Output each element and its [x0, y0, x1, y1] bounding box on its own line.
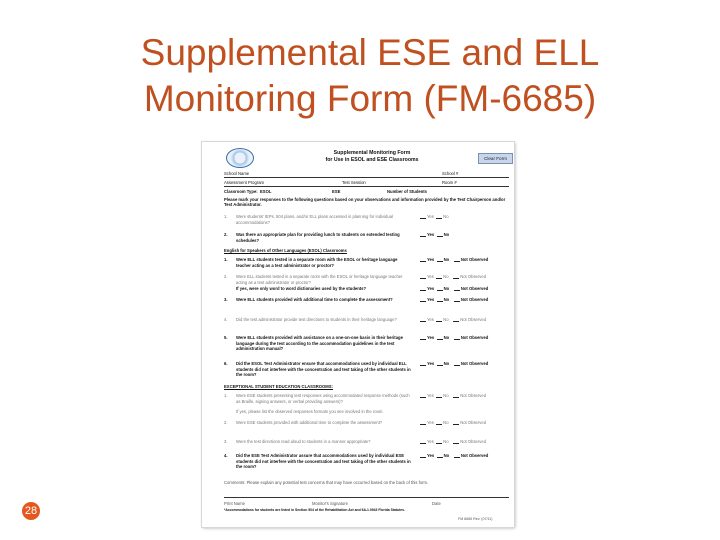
slide-title — [100, 30, 640, 122]
instructions: Please mark your responses to the following questions based on your observations and information provided by the Test Chairperson and/or Test Administrator. — [224, 197, 506, 208]
question-2: 2. Was there an appropriate plan for providing lunch to students on extended testing schedules? — [224, 232, 414, 243]
classroom-type-esol: ESOL — [260, 189, 272, 194]
form-title — [302, 150, 442, 163]
question-1-text: Were students’ IEPs, 504 plans, and/or ELL plans accessed in planning for individual accommodations? — [236, 214, 393, 225]
form-title-line-2: for Use in ESOL and ESE Classrooms — [325, 156, 419, 163]
form-title-line-1: Supplemental Monitoring Form — [333, 150, 411, 156]
state-seal-icon — [226, 148, 254, 168]
answer-options: Yes No Not Observed — [420, 274, 486, 279]
answer-options: Yes No Not Observed — [420, 257, 488, 262]
answer-options: Yes No Not Observed — [420, 420, 486, 425]
esol-question-2: 2. Were ELL students tested in a separate room with the ESOL or heritage language teacher acting as a test administrator or proctor? — [224, 274, 403, 285]
esol-question-1: 1. Were ELL students tested in a separate room with the ESOL or heritage language teacher acting as a test administrator or proctor? — [224, 257, 398, 268]
classroom-type-label: Classroom Type: — [224, 189, 258, 194]
number-of-students-label: Number of Students — [387, 189, 428, 194]
slide-title-line-1: Supplemental ESE and ELL — [140, 32, 600, 73]
comments-label: Comments: Please explain any potential test concerns that may have occurred based on the back of this form. — [224, 480, 429, 485]
header-rule — [224, 186, 509, 187]
ese-question-1: 1. Were ESE students presenting test responses using accommodated response methods (such as Braille, signing answers, or verbal providing answers)? — [224, 393, 410, 404]
answer-options: Yes No Not Observed — [420, 453, 488, 458]
page-number-badge: 28 — [22, 502, 40, 520]
esol-question-5: 5. Were ELL students provided with assistance on a one-on-one basis in their heritage language during the test according to the accommodation guidelines in the test administration manual? — [224, 335, 403, 352]
ese-section-heading: EXCEPTIONAL STUDENT EDUCATION CLASSROOMS: — [224, 384, 333, 389]
room-label: Room # — [442, 180, 457, 185]
esol-question-4: 4. Did the test administrator provide test directions to students in their heritage language? — [224, 317, 397, 322]
answer-options: Yes No Not Observed — [420, 393, 486, 398]
dictionary-question: If yes, were only word to word dictionaries used by the students? — [236, 286, 367, 291]
form-id: FM 6685 Rev. (07/11) — [458, 517, 493, 521]
ese-question-1b: If yes, please list the observed responses formats you see involved in the room. — [236, 409, 384, 414]
answer-options: Yes No — [420, 214, 449, 219]
ese-question-4: 4. Did the ESE Test Administrator assure that accommodations used by individual ESE students did not interfere with the concentration and test taking of the other students in the room? — [224, 453, 411, 470]
assessment-program-label: Assessment Program — [224, 180, 265, 185]
header-rule — [224, 177, 509, 178]
print-name-label: Print Name — [224, 501, 245, 506]
answer-options: Yes No Not Observed — [420, 335, 488, 340]
school-number-label: School # — [442, 171, 459, 176]
slide-title-line-2: Monitoring Form (FM-6685) — [143, 78, 597, 119]
classroom-type-ese: ESE — [332, 189, 341, 194]
answer-options: Yes No — [420, 232, 449, 237]
esol-question-6: 6. Did the ESOL Test Administrator ensure that accommodations used by individual ELL students did not interfere with the concentration and test taking of the other students in the room? — [224, 361, 411, 378]
ese-question-3: 3. Were the test directions read aloud to students in a manner appropriate? — [224, 439, 371, 444]
school-name-label: School Name — [224, 171, 250, 176]
answer-options: Yes No Not Observed — [420, 317, 486, 322]
clear-form-button[interactable]: Clear Form — [478, 153, 513, 164]
esol-question-3: 3. Were ELL students provided with additional time to complete the assessment? — [224, 297, 393, 302]
ese-question-2: 2. Were ESE students provided with additional time to complete the assessment? — [224, 420, 383, 425]
answer-options: Yes No Not Observed — [420, 297, 488, 302]
test-session-label: Test Session — [342, 180, 366, 185]
answer-options: Yes No Not Observed — [420, 286, 488, 291]
question-2-text: Was there an appropriate plan for providing lunch to students on extended testing schedules? — [236, 232, 400, 243]
footer-note: *Accommodations for students are listed in Section 504 of the Rehabilitation Act and 6A-1.0943 Florida Statutes. — [224, 508, 405, 512]
question-1: 1. Were students’ IEPs, 504 plans, and/or ELL plans accessed in planning for individual accommodations? — [224, 214, 414, 225]
date-label: Date — [432, 501, 441, 506]
comments-rule — [224, 497, 509, 498]
answer-options: Yes No Not Observed — [420, 361, 488, 366]
esol-section-heading: English for Speakers of Other Languages (ESOL) Classrooms — [224, 248, 347, 253]
monitor-signature-label: Monitor's Signature — [312, 501, 348, 506]
answer-options: Yes No Not Observed — [420, 439, 486, 444]
form-image — [202, 142, 514, 527]
